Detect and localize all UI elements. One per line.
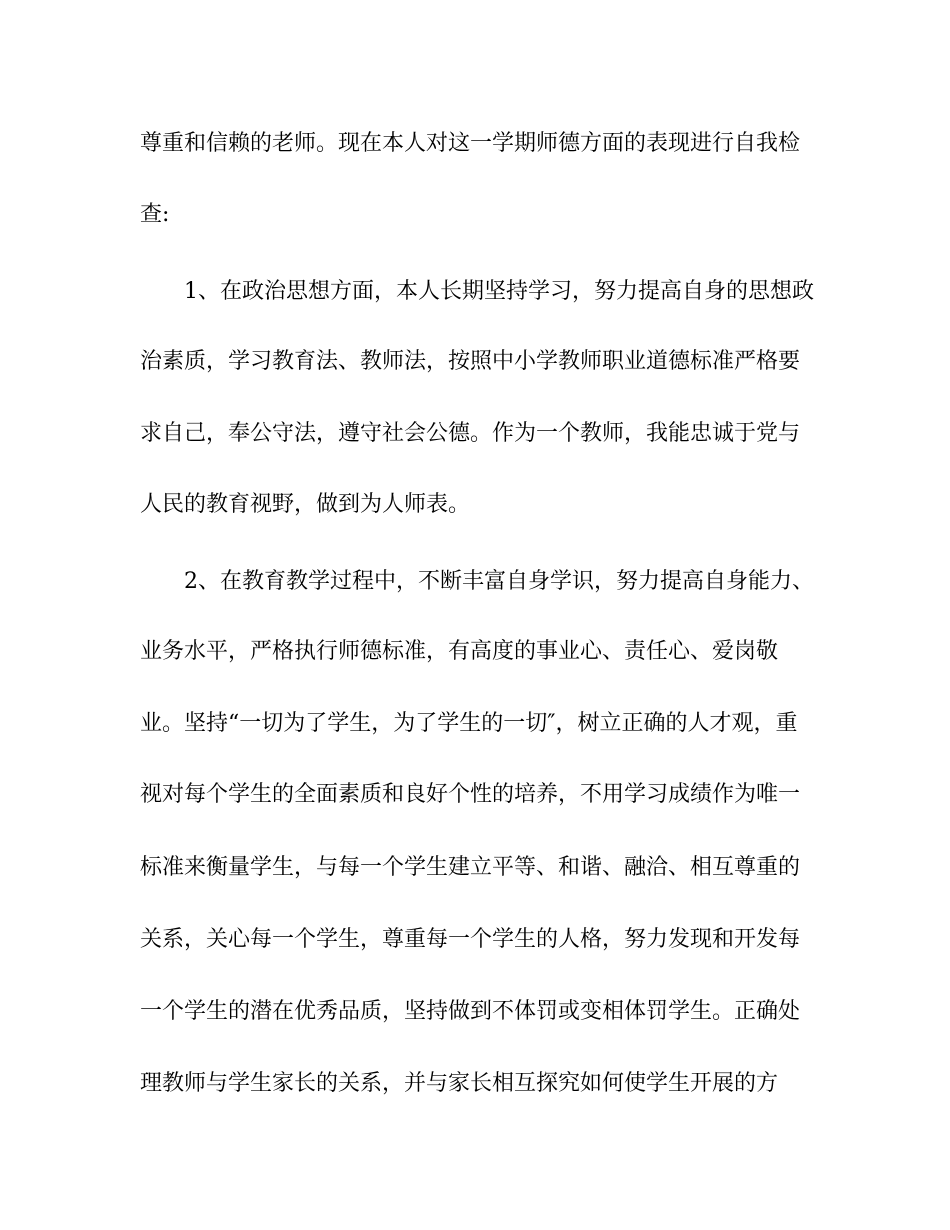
text-line: 人民的教育视野，做到为人师表。 — [140, 492, 471, 517]
text-line: 视对每个学生的全面素质和良好个性的培养，不用学习成绩作为唯一 — [140, 782, 801, 807]
text-line: 一个学生的潜在优秀品质，坚持做到不体罚或变相体罚学生。正确处 — [140, 999, 801, 1024]
text-line: 尊重和信赖的老师。现在本人对这一学期师德方面的表现进行自我检 — [140, 131, 801, 156]
text-line: 治素质，学习教育法、教师法，按照中小学教师职业道德标准严格要 — [140, 349, 801, 374]
text-line: 业务水平，严格执行师德标准，有高度的事业心、责任心、爱岗敬 — [140, 639, 779, 664]
text-line: 查: — [140, 202, 170, 227]
text-line: 标准来衡量学生，与每一个学生建立平等、和谐、融洽、相互尊重的 — [140, 855, 801, 880]
paragraph-1-start: 1、在政治思想方面，本人长期坚持学习，努力提高自身的思想政 — [184, 279, 814, 304]
paragraph-2-start: 2、在教育教学过程中，不断丰富自身学识，努力提高自身能力、 — [184, 569, 814, 594]
text-line: 求自己，奉公守法，遵守社会公德。作为一个教师，我能忠诚于党与 — [140, 421, 801, 446]
text-line: 关系，关心每一个学生，尊重每一个学生的人格，努力发现和开发每 — [140, 927, 801, 952]
text-line: 业。坚持“一切为了学生，为了学生的一切″，树立正确的人才观，重 — [140, 711, 798, 736]
text-line: 理教师与学生家长的关系，并与家长相互探究如何使学生开展的方 — [140, 1071, 779, 1096]
